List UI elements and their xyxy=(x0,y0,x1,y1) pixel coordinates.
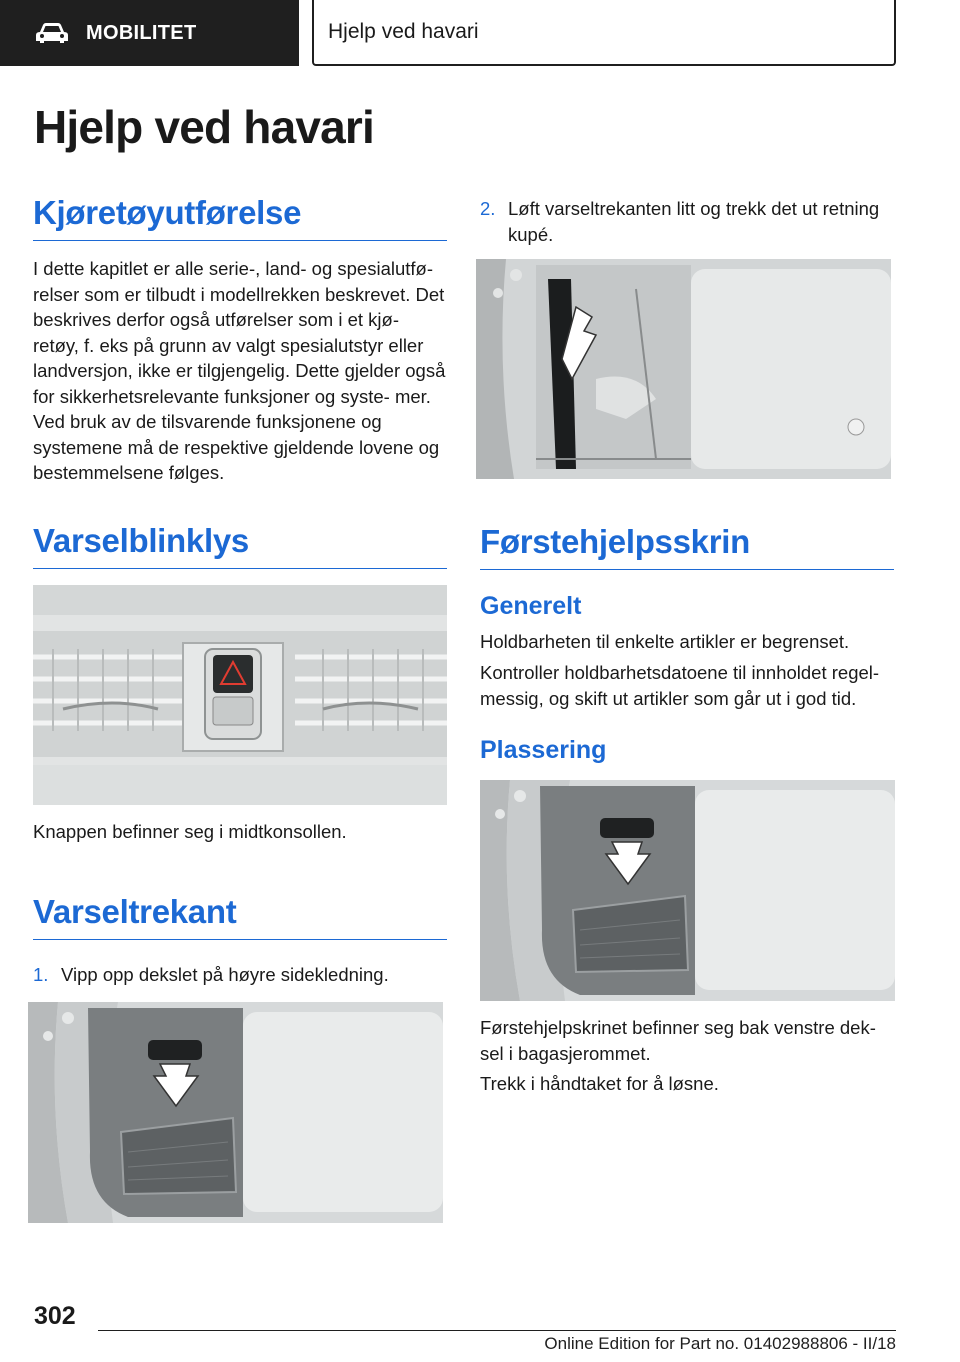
footer-edition: Online Edition for Part no. 01402988806 - II/18 xyxy=(544,1334,896,1353)
plassering-text-2: Trekk i håndtaket for å løsne. xyxy=(480,1073,719,1094)
heading-generelt: Generelt xyxy=(480,592,582,620)
step-text: Løft varseltrekanten litt og trekk det ut retning kupé. xyxy=(508,198,880,245)
heading-plassering: Plassering xyxy=(480,736,607,764)
heading-kjoretoyutforelse: Kjøretøyutførelse xyxy=(33,194,447,241)
list-item-step-1 xyxy=(33,962,449,988)
heading-varselblinklys: Varselblinklys xyxy=(33,522,447,569)
list-item-step-2 xyxy=(480,196,896,247)
hazard-button-image xyxy=(33,585,447,805)
section-tab[interactable] xyxy=(0,0,299,66)
chapter-tab[interactable] xyxy=(312,0,896,66)
step-number: 1. xyxy=(33,964,49,985)
cover-panel-image xyxy=(28,1002,443,1223)
car-icon xyxy=(34,21,70,45)
plassering-text-1: Førstehjelpskrinet befinner seg bak venstre dek- sel i bagasjerommet. xyxy=(480,1017,876,1064)
kjoretoy-body: I dette kapitlet er alle serie-, land- og spesialutfø- relser som er tilbudt i modellrekken beskrevet. Det beskrives derfor også utførelser som i et kjø- retøy, f. eks på grunn av valgt spesialutstyr eller landversjon, ikke er tilgjengelig. Dette gjelder også for sikkerhetsrelevante funksjoner og syste- mer. Ved bruk av de tilsvarende funksjonene og systemene må de respektive gjeldende lovene og bestemmelsene følges. xyxy=(33,258,446,483)
chapter-label: Hjelp ved havari xyxy=(328,20,479,43)
first-aid-kit-image xyxy=(480,780,895,1001)
page-number: 302 xyxy=(34,1302,76,1330)
warning-triangle-image xyxy=(476,259,891,479)
step-number: 2. xyxy=(480,198,496,219)
step-text: Vipp opp dekslet på høyre sidekledning. xyxy=(61,964,389,985)
generelt-text-1: Holdbarheten til enkelte artikler er begrenset. xyxy=(480,631,850,652)
generelt-text-2: Kontroller holdbarhetsdatoene til innholdet regel- messig, og skift ut artikler som går ut i god tid. xyxy=(480,662,880,709)
heading-forstehjelpsskrin: Førstehjelpsskrin xyxy=(480,523,894,570)
footer-divider xyxy=(98,1330,896,1331)
section-label: MOBILITET xyxy=(86,21,197,44)
heading-varseltrekant: Varseltrekant xyxy=(33,893,447,940)
page-title: Hjelp ved havari xyxy=(34,101,375,153)
varselblinklys-caption: Knappen befinner seg i midtkonsollen. xyxy=(33,821,347,842)
